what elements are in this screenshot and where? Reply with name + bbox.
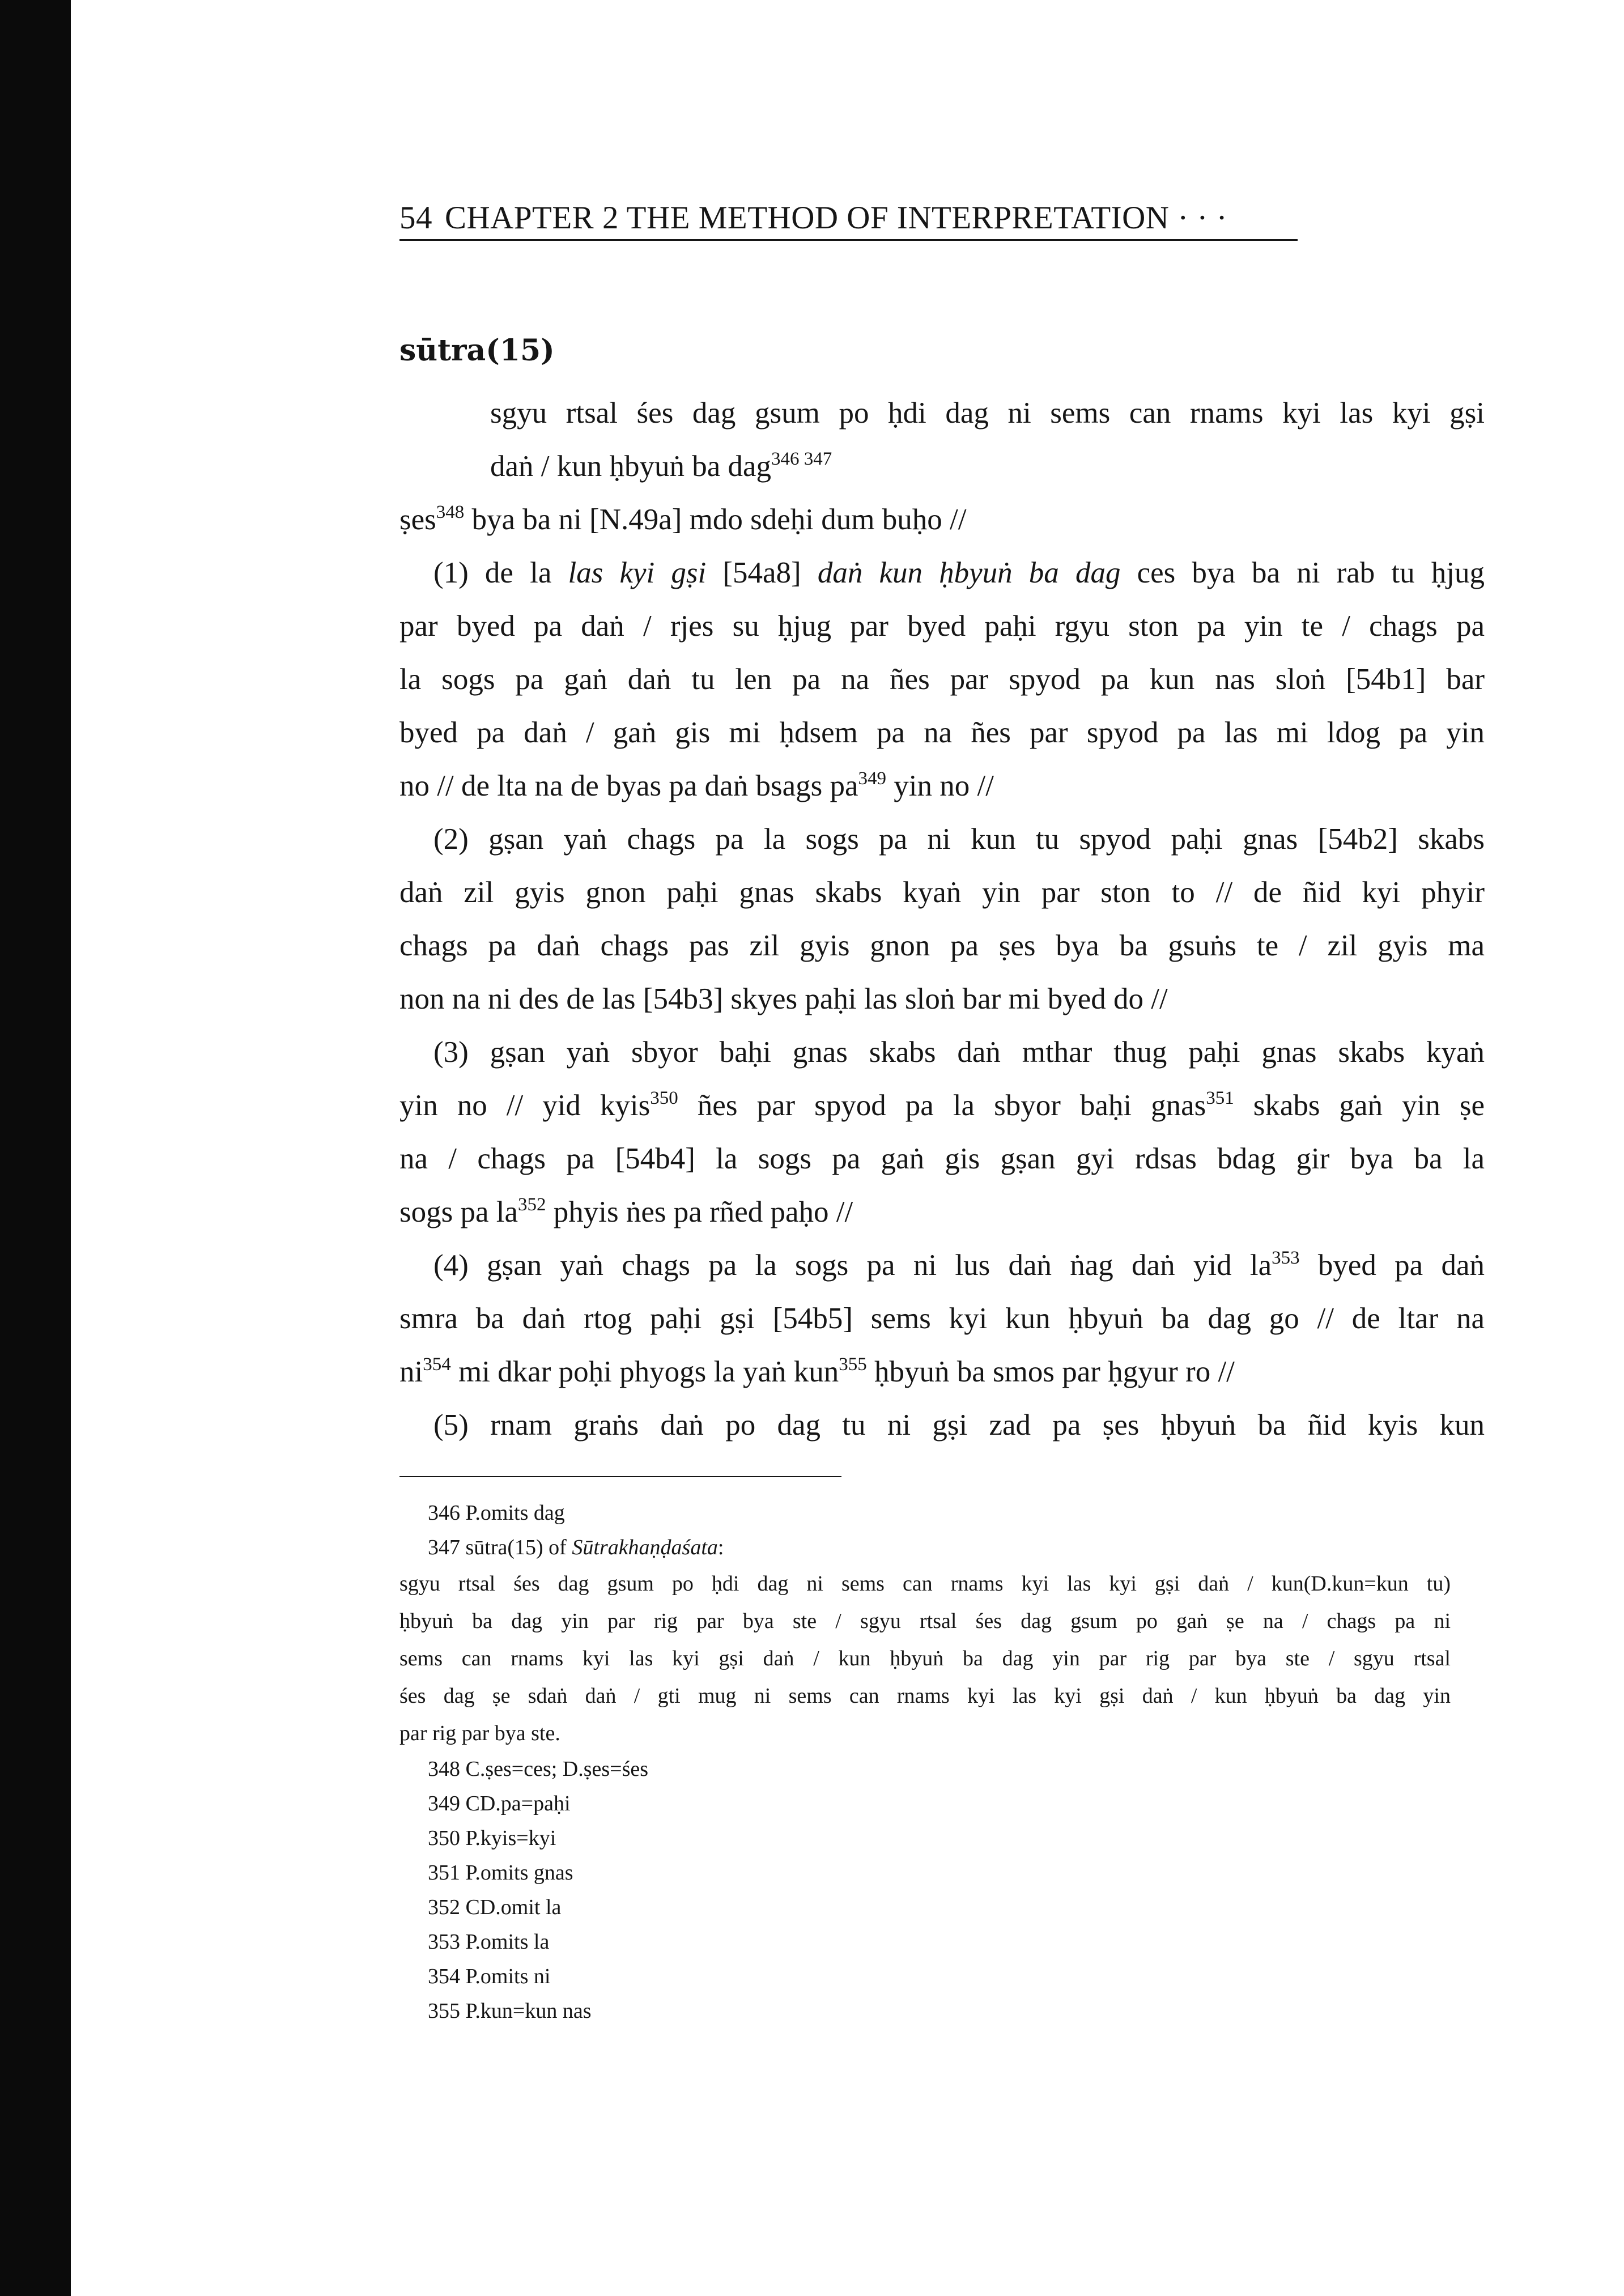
footnote-ref[interactable]: 353 xyxy=(1272,1248,1300,1268)
quote-line xyxy=(399,440,1485,493)
body-line xyxy=(399,546,1485,599)
text-run: : xyxy=(717,1536,724,1559)
footnote-ref[interactable]: 351 xyxy=(1206,1088,1234,1108)
chapter-title: CHAPTER 2 THE METHOD OF INTERPRETATION · · · xyxy=(445,200,1228,236)
footnote-350: 350 P.kyis=kyi xyxy=(428,1826,556,1850)
text-run: ces bya ba ni rab tu ḥjug xyxy=(1120,556,1485,589)
footnote-ref[interactable]: 348 xyxy=(436,502,465,522)
body-line: non na ni des de las [54b3] skyes paḥi las sloṅ bar mi byed do // xyxy=(399,983,1168,1015)
body-line: (3) gṣan yaṅ sbyor baḥi gnas skabs daṅ mthar thug paḥi gnas skabs kyaṅ xyxy=(433,1036,1485,1069)
body-line xyxy=(399,759,1485,813)
footnote-346: 346 P.omits dag xyxy=(428,1501,565,1525)
body-line: byed pa daṅ / gaṅ gis mi ḥdsem pa na ñes par spyod pa las mi ldog pa yin xyxy=(399,716,1485,749)
footnote-352: 352 CD.omit la xyxy=(428,1895,562,1919)
text-run: (4) gṣan yaṅ chags pa la sogs pa ni lus daṅ ṅag daṅ yid la xyxy=(433,1249,1272,1282)
footnote-353: 353 P.omits la xyxy=(428,1930,550,1954)
footnote-348: 348 C.ṣes=ces; D.ṣes=śes xyxy=(428,1757,649,1781)
body-line xyxy=(399,1345,1485,1398)
section-heading: sūtra(15) xyxy=(399,333,555,368)
body-line: par byed pa daṅ / rjes su ḥjug par byed paḥi rgyu ston pa yin te / chags pa xyxy=(399,610,1485,643)
text-run: bya ba ni [N.49a] mdo sdeḥi dum buḥo // xyxy=(464,503,967,536)
text-run: skabs gaṅ yin ṣe xyxy=(1234,1089,1485,1122)
footnote-ref[interactable]: 349 xyxy=(858,768,886,789)
text-run: sogs pa la xyxy=(399,1196,518,1228)
page-number: 54 xyxy=(399,200,432,236)
header-underline xyxy=(399,239,1298,241)
scan-edge-bar xyxy=(0,0,71,2296)
italic-term: Sūtrakhaṇḍaśata xyxy=(572,1536,718,1559)
footnote-ref[interactable]: 350 xyxy=(650,1088,678,1108)
text-run: ṣes xyxy=(399,503,436,536)
footnotes xyxy=(399,1496,1451,2029)
text-run: ḥbyuṅ ba smos par ḥgyur ro // xyxy=(866,1355,1235,1388)
body-line: smra ba daṅ rtog paḥi gṣi [54b5] sems kyi kun ḥbyuṅ ba dag go // de ltar na xyxy=(399,1302,1485,1335)
text-run: daṅ / kun ḥbyuṅ ba dag xyxy=(490,450,772,483)
text-run: 347 sūtra(15) of xyxy=(428,1536,572,1559)
quote-line: sgyu rtsal śes dag gsum po ḥdi dag ni sems can rnams kyi las kyi gṣi xyxy=(490,397,1485,430)
body-line: na / chags pa [54b4] la sogs pa gaṅ gis gṣan gyi rdsas bdag gir bya ba la xyxy=(399,1142,1485,1175)
text-run: (1) de la xyxy=(433,556,568,589)
text-run: mi dkar poḥi phyogs la yaṅ kun xyxy=(450,1355,839,1388)
text-run: phyis ṅes pa rñed paḥo // xyxy=(546,1196,853,1228)
footnote-quote-line: par rig par bya ste. xyxy=(399,1721,560,1745)
body-text xyxy=(399,386,1485,1452)
text-run: byed pa daṅ xyxy=(1299,1249,1485,1282)
body-line: daṅ zil gyis gnon paḥi gnas skabs kyaṅ yin par ston to // de ñid kyi phyir xyxy=(399,876,1485,909)
body-line: la sogs pa gaṅ daṅ tu len pa na ñes par spyod pa kun nas sloṅ [54b1] bar xyxy=(399,663,1485,696)
footnote-347 xyxy=(399,1530,1451,1565)
text-run: [54a8] xyxy=(706,556,818,589)
text-run: yin no // xyxy=(886,769,994,802)
footnote-349: 349 CD.pa=paḥi xyxy=(428,1792,571,1815)
running-header xyxy=(399,199,1227,236)
italic-term: las kyi gṣi xyxy=(568,556,707,589)
footnote-quote-line: sgyu rtsal śes dag gsum po ḥdi dag ni sems can rnams kyi las kyi gṣi daṅ / kun(D.kun=kun tu) xyxy=(399,1572,1451,1596)
text-run: no // de lta na de byas pa daṅ bsags pa xyxy=(399,769,858,802)
footnote-quote-line: sems can rnams kyi las kyi gṣi daṅ / kun ḥbyuṅ ba dag yin par rig par bya ste / sgyu rtsal xyxy=(399,1647,1451,1670)
body-line xyxy=(399,1079,1485,1132)
footnote-separator xyxy=(399,1476,841,1477)
footnote-ref[interactable]: 352 xyxy=(518,1194,546,1215)
body-line: (2) gṣan yaṅ chags pa la sogs pa ni kun tu spyod paḥi gnas [54b2] skabs xyxy=(433,823,1485,856)
body-line xyxy=(399,1239,1485,1292)
text-run: yin no // yid kyis xyxy=(399,1089,651,1122)
body-line: chags pa daṅ chags pas zil gyis gnon pa ṣes bya ba gsuṅs te / zil gyis ma xyxy=(399,929,1485,962)
text-run: ni xyxy=(399,1355,423,1388)
footnote-quote-line: śes dag ṣe sdaṅ daṅ / gti mug ni sems can rnams kyi las kyi gṣi daṅ / kun ḥbyuṅ ba dag yin xyxy=(399,1684,1451,1708)
text-run: ñes par spyod pa la sbyor baḥi gnas xyxy=(678,1089,1206,1122)
footnote-ref[interactable]: 355 xyxy=(839,1354,867,1375)
body-line: (5) rnam graṅs daṅ po dag tu ni gṣi zad pa ṣes ḥbyuṅ ba ñid kyis kun xyxy=(433,1409,1485,1442)
body-line xyxy=(399,493,1485,546)
footnote-ref[interactable]: 354 xyxy=(423,1354,451,1375)
footnote-ref[interactable]: 347 xyxy=(799,449,832,469)
footnote-quote-line: ḥbyuṅ ba dag yin par rig par bya ste / sgyu rtsal śes dag gsum po gaṅ ṣe na / chags pa ni xyxy=(399,1609,1451,1633)
footnote-ref[interactable]: 346 xyxy=(771,449,800,469)
footnote-354: 354 P.omits ni xyxy=(428,1965,551,1988)
body-line xyxy=(399,1185,1485,1239)
footnote-351: 351 P.omits gnas xyxy=(428,1861,573,1885)
footnote-355: 355 P.kun=kun nas xyxy=(428,1999,592,2023)
italic-term: daṅ kun ḥbyuṅ ba dag xyxy=(817,556,1121,589)
